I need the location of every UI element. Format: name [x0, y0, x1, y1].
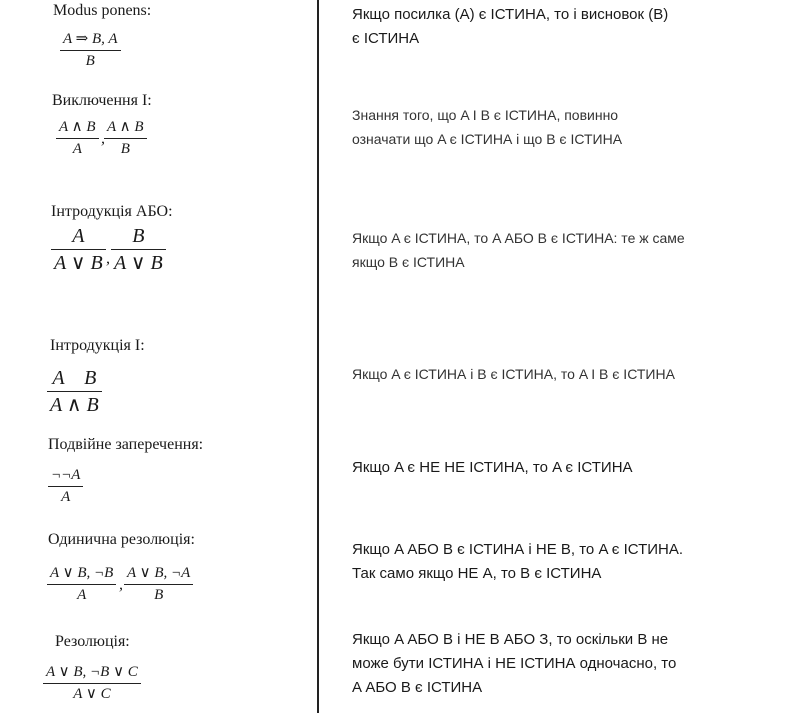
inference-bar — [56, 138, 99, 139]
rule-name-resolution: Резолюція: — [55, 633, 130, 650]
inference-bar — [48, 486, 83, 487]
description-and-elimination: Знання того, що A І B є ІСТИНА, повинно означати що A є ІСТИНА і що B є ІСТИНА — [352, 107, 623, 147]
formula-unit-resolution-left — [47, 566, 116, 603]
formula-and-elimination-right — [104, 120, 147, 157]
description-double-negation: Якщо A є НЕ НЕ ІСТИНА, то A є ІСТИНА — [352, 459, 633, 476]
comma-separator: , — [119, 576, 123, 593]
rule-name-and-introduction: Інтродукція І: — [50, 337, 145, 354]
description-and-introduction: Якщо A є ІСТИНА і B є ІСТИНА, то A І B є ІСТИНА — [352, 366, 675, 382]
rule-name-and-elimination: Виключення І: — [52, 92, 152, 109]
description-or-introduction: Якщо A є ІСТИНА, то A АБО B є ІСТИНА: те ж саме якщо B є ІСТИНА — [352, 230, 685, 270]
rule-name-unit-resolution: Одинична резолюція: — [48, 531, 195, 548]
inference-bar — [47, 584, 116, 585]
description-unit-resolution: Якщо A АБО B є ІСТИНА і НЕ B, то A є ІСТИНА. Так само якщо НЕ A, то B є ІСТИНА — [352, 541, 684, 582]
comma-separator: , — [101, 130, 105, 147]
premise: A ∧ B — [107, 119, 144, 135]
conclusion: A ∨ B — [54, 252, 103, 274]
formula-unit-resolution-right — [124, 566, 193, 603]
conclusion: A ∧ B — [50, 394, 99, 416]
conclusion: B — [85, 53, 95, 69]
premise: B — [132, 225, 145, 247]
description-resolution: Якщо A АБО B і НЕ B АБО З, то оскільки B не може бути ІСТИНА і НЕ ІСТИНА одночасно, то A АБО B є ІСТИНА — [352, 631, 677, 696]
conclusion: A — [61, 489, 71, 505]
conclusion: B — [120, 141, 130, 157]
premise: A — [72, 225, 85, 247]
inference-bar — [51, 249, 106, 250]
premise: A ∧ B — [59, 119, 96, 135]
inference-bar — [43, 683, 141, 684]
premise: A ∨ B, ¬B — [50, 565, 114, 581]
conclusion: A — [72, 141, 82, 157]
formula-or-introduction-right — [111, 226, 166, 273]
formula-or-introduction-left — [51, 226, 106, 273]
conclusion: A ∨ C — [73, 686, 111, 702]
formula-resolution — [43, 665, 141, 702]
inference-bar — [60, 50, 121, 51]
premise: A ∨ B, ¬A — [127, 565, 191, 581]
inference-bar — [111, 249, 166, 250]
conclusion: A — [77, 587, 87, 603]
inference-bar — [124, 584, 193, 585]
conclusion: A ∨ B — [114, 252, 163, 274]
premise: ¬¬A — [51, 467, 81, 483]
premise: A ∨ B, ¬B ∨ C — [46, 664, 138, 680]
description-modus-ponens: Якщо посилка (A) є ІСТИНА, то і висновок (B) є ІСТИНА — [352, 6, 669, 47]
rule-name-or-introduction: Інтродукція АБО: — [51, 203, 173, 220]
formula-double-negation — [48, 468, 83, 505]
conclusion: B — [154, 587, 164, 603]
formula-modus-ponens — [60, 32, 121, 69]
formula-and-introduction — [47, 368, 102, 415]
premise: A ⇒ B, A — [63, 31, 118, 47]
inference-bar — [104, 138, 147, 139]
formula-and-elimination-left — [56, 120, 99, 157]
column-divider — [317, 0, 319, 713]
comma-separator: , — [106, 250, 110, 267]
premise: A B — [52, 367, 97, 389]
rule-name-double-negation: Подвійне заперечення: — [48, 436, 204, 453]
inference-bar — [47, 391, 102, 392]
rule-name-modus-ponens: Modus ponens: — [53, 2, 152, 19]
